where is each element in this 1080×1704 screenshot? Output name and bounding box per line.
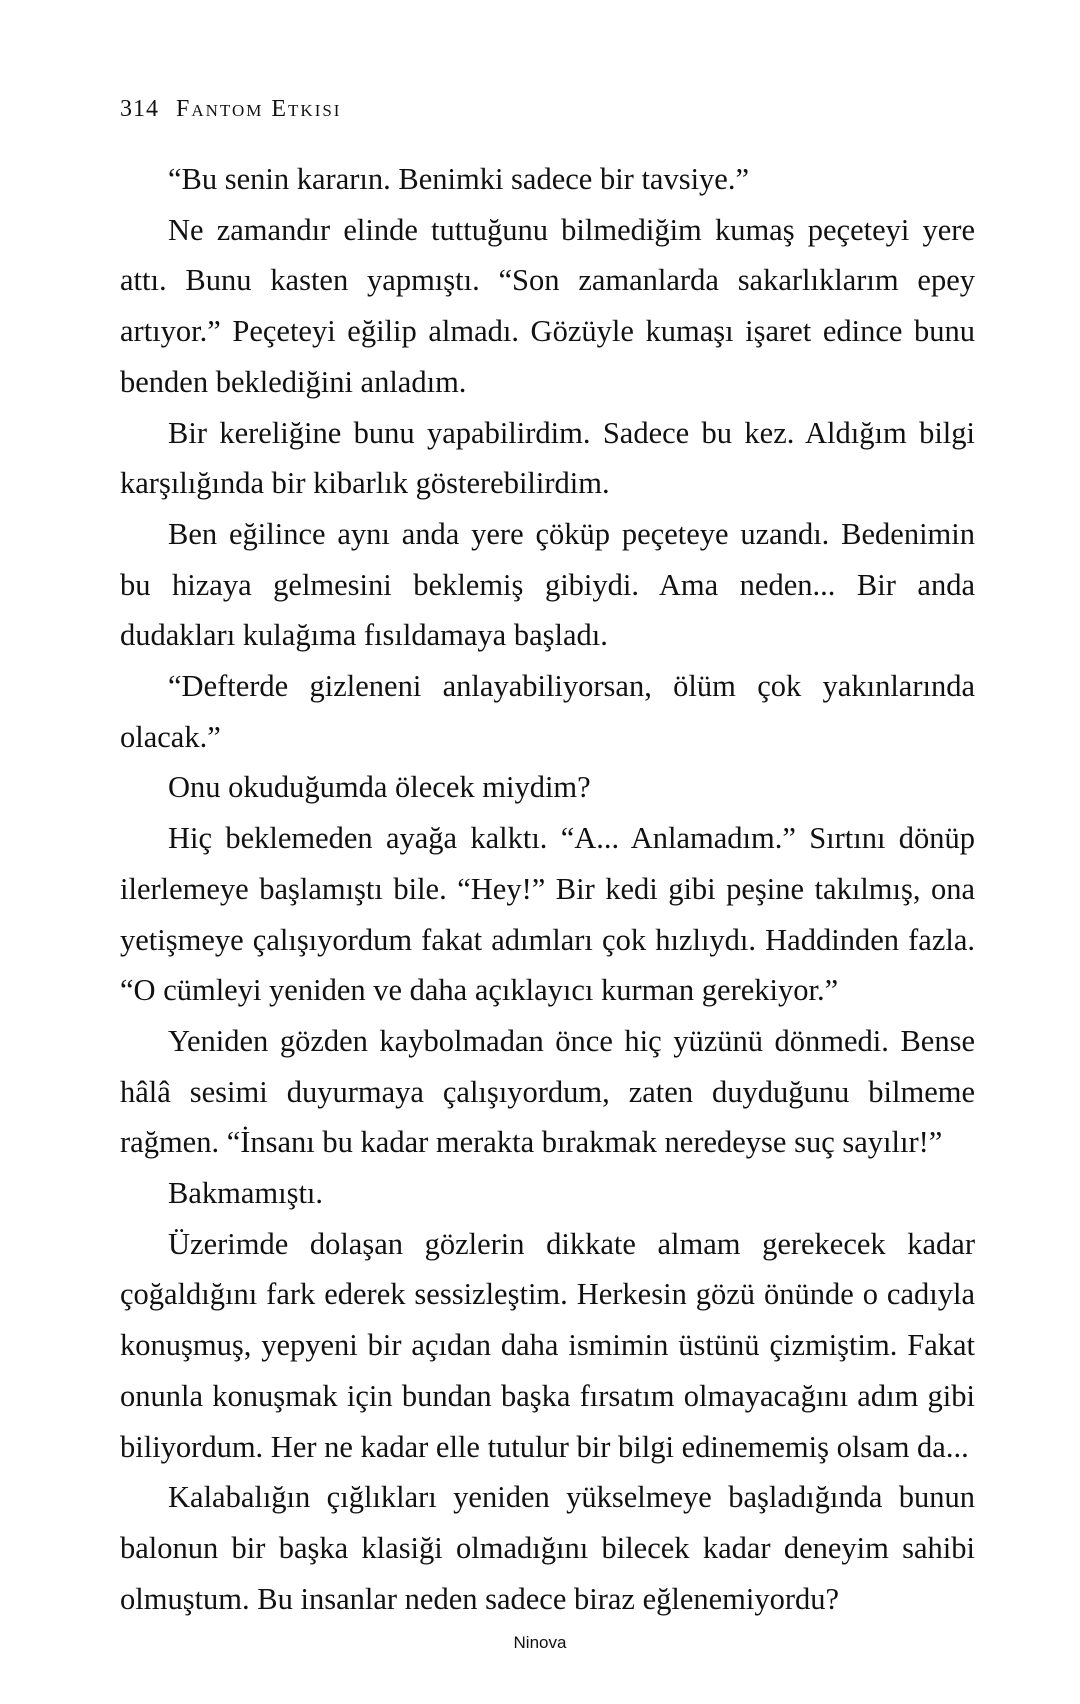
publisher-footer: Ninova [513, 1633, 567, 1652]
page-number: 314 [120, 96, 159, 122]
running-title: Fantom Etkisi [176, 96, 342, 122]
paragraph: Bir kereliğine bunu yapabilirdim. Sadece bu kez. Aldığım bilgi karşılığında bir kibarlık gösterebilirdim. [120, 415, 975, 501]
paragraph: “Bu senin kararın. Benimki sadece bir tavsiye.” [168, 162, 750, 196]
paragraph: Ne zamandır elinde tuttuğunu bilmediğim kumaş peçeteyi yere attı. Bunu kasten yapmıştı. “Son zamanlarda sakarlıklarım epey artıyor.” Peçeteyi eğilip almadı. Gözüyle kumaşı işaret edince bunu benden beklediğini anladım. [120, 212, 975, 399]
paragraph: Onu okuduğumda ölecek miydim? [168, 770, 591, 805]
paragraph: Hiç beklemeden ayağa kalktı. “A... Anlamadım.” Sırtını dönüp ilerlemeye başlamıştı bile. “Hey!” Bir kedi gibi peşine takılmış, ona yetişmeye çalışıyordum fakat adımları çok hızlıydı. Haddinden fazla. “O cümleyi yeniden ve daha açıklayıcı kurman gerekiyor.” [120, 821, 975, 1008]
paragraph: Bakmamıştı. [168, 1176, 324, 1211]
paragraph: Ben eğilince aynı anda yere çöküp peçeteye uzandı. Bedenimin bu hizaya gelmesini beklemiş gibiydi. Ama neden... Bir anda dudakları kulağıma fısıldamaya başladı. [120, 516, 975, 653]
paragraph: “Defterde gizleneni anlayabiliyorsan, ölüm çok yakınlarında olacak.” [120, 669, 975, 754]
paragraph: Üzerimde dolaşan gözlerin dikkate almam gerekecek kadar çoğaldığını fark ederek sessizleştim. Herkesin gözü önünde o cadıyla konuşmuş, yepyeni bir açıdan daha ismimin üstünü çizmiştim. Fakat onunla konuşmak için bundan başka fırsatım olmayacağını adım gibi biliyordum. Her ne kadar elle tutulur bir bilgi edinememiş olsam da... [120, 1226, 975, 1464]
body-text [120, 154, 975, 1624]
running-header [120, 94, 341, 124]
paragraph: Yeniden gözden kaybolmadan önce hiç yüzünü dönmedi. Bense hâlâ sesimi duyurmaya çalışıyordum, zaten duyduğunu bilmeme rağmen. “İnsanı bu kadar merakta bırakmak neredeyse suç sayılır!” [120, 1023, 975, 1160]
paragraph: Kalabalığın çığlıkları yeniden yükselmeye başladığında bunun balonun bir başka klasiği olmadığını bilecek kadar deneyim sahibi olmuştum. Bu insanlar neden sadece biraz eğlenemiyordu? [120, 1480, 975, 1616]
